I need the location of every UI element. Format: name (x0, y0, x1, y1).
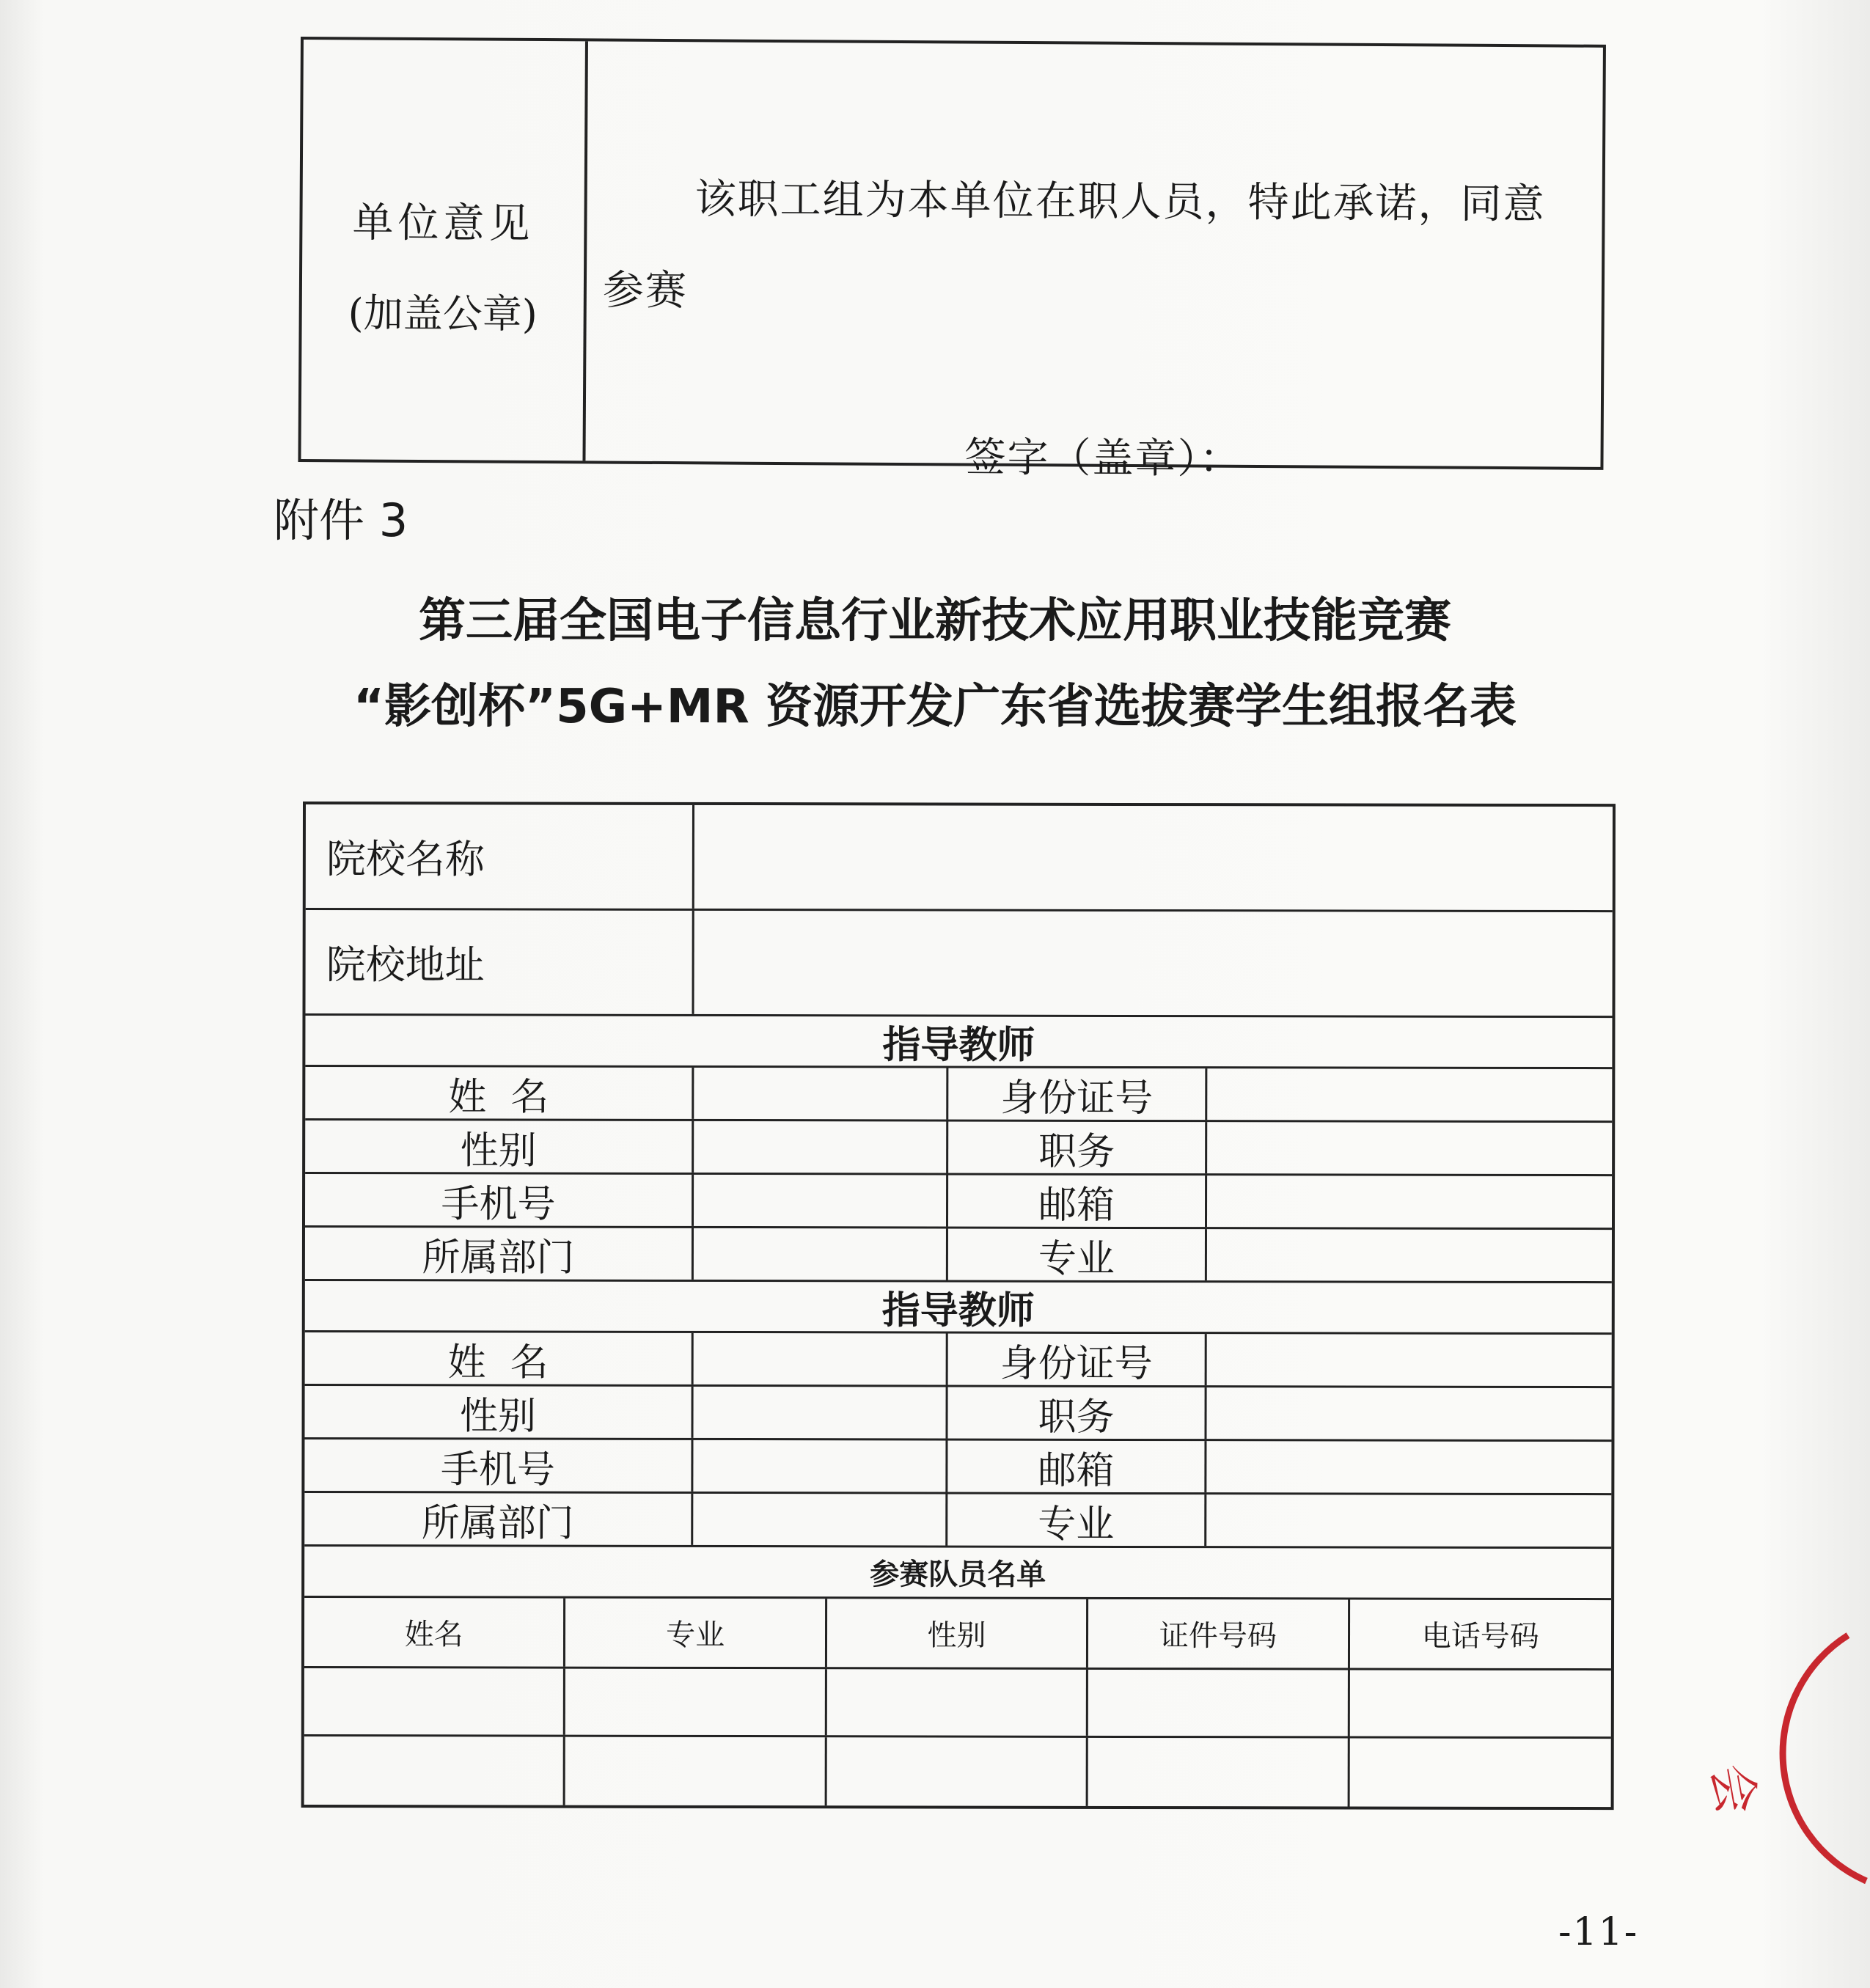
form-title-line2: “影创杯”5G+MR 资源开发广东省选拔赛学生组报名表 (353, 680, 1517, 734)
field-input[interactable] (694, 1068, 948, 1120)
field-input[interactable] (693, 1440, 947, 1492)
member-cell[interactable] (1088, 1738, 1350, 1807)
teacher-header: 指导教师 (881, 1288, 1035, 1333)
member-cell[interactable] (1349, 1738, 1611, 1807)
field-label: 身份证号 (948, 1334, 1207, 1386)
field-input[interactable] (1206, 1441, 1611, 1493)
field-label: 邮箱 (947, 1441, 1206, 1493)
field-input[interactable] (1207, 1334, 1612, 1386)
column-header: 电话号码 (1421, 1619, 1539, 1654)
unit-opinion-box (298, 37, 1606, 483)
field-label: 性别 (305, 1120, 694, 1173)
field-input[interactable] (694, 1333, 948, 1385)
opinion-divider (582, 41, 587, 461)
member-cell[interactable] (565, 1669, 827, 1736)
column-header: 性别 (827, 1599, 1089, 1668)
official-seal-stamp (1687, 1621, 1870, 1892)
members-header: 参赛队员名单 (870, 1558, 1046, 1592)
opinion-label-note: (加盖公章) (348, 290, 538, 337)
field-input[interactable] (693, 1494, 947, 1546)
members-column-headers (304, 1598, 1611, 1670)
field-input[interactable] (694, 1175, 948, 1227)
school-name-label: 院校名称 (306, 804, 694, 909)
field-input[interactable] (693, 1387, 947, 1439)
teacher-header: 指导教师 (882, 1023, 1035, 1068)
member-cell[interactable] (827, 1669, 1089, 1736)
attachment-label: 附件 3 (274, 494, 408, 547)
field-input[interactable] (694, 1228, 948, 1280)
school-address-field[interactable] (694, 911, 1612, 1016)
teacher-info-row (305, 1228, 1612, 1283)
field-input[interactable] (1207, 1175, 1612, 1228)
teacher-info-row (305, 1332, 1612, 1388)
field-label: 职务 (947, 1387, 1206, 1439)
member-cell[interactable] (1088, 1670, 1350, 1736)
field-input[interactable] (1207, 1122, 1612, 1174)
member-cell[interactable] (1349, 1670, 1611, 1736)
column-header: 专业 (565, 1599, 827, 1668)
teacher-info-row (305, 1067, 1612, 1123)
field-label: 专业 (947, 1494, 1206, 1547)
teacher-section-header (305, 1016, 1612, 1069)
teacher-info-row (304, 1386, 1611, 1442)
member-cell[interactable] (304, 1668, 566, 1735)
column-header: 姓名 (304, 1598, 566, 1667)
registration-table (301, 802, 1616, 1810)
school-address-label: 院校地址 (305, 910, 694, 1014)
teacher-info-row (304, 1439, 1611, 1495)
seal-text: 会 (1699, 1759, 1766, 1819)
field-label: 邮箱 (948, 1175, 1207, 1228)
field-label: 姓 名 (305, 1332, 694, 1384)
field-label: 手机号 (304, 1439, 693, 1492)
page-number: -11- (1558, 1910, 1639, 1954)
field-input[interactable] (1206, 1494, 1611, 1547)
opinion-statement-line1: 该职工组为本单位在职人员，特此承诺，同意 (694, 175, 1546, 229)
field-label: 所属部门 (304, 1493, 693, 1545)
teacher-info-row (304, 1493, 1611, 1549)
field-input[interactable] (1207, 1068, 1612, 1120)
member-cell[interactable] (565, 1737, 827, 1806)
member-row (304, 1668, 1611, 1739)
field-label: 所属部门 (305, 1228, 694, 1280)
member-cell[interactable] (826, 1737, 1088, 1806)
field-label: 职务 (948, 1122, 1207, 1174)
teacher-info-row (305, 1120, 1612, 1176)
member-row (304, 1736, 1611, 1807)
signature-label: 签字（盖章）： (964, 433, 1242, 483)
field-input[interactable] (1207, 1229, 1612, 1281)
field-input[interactable] (694, 1121, 948, 1173)
teacher-section-header (305, 1281, 1612, 1335)
member-cell[interactable] (304, 1736, 566, 1805)
field-label: 性别 (304, 1386, 693, 1438)
field-label: 手机号 (305, 1174, 694, 1226)
column-header: 证件号码 (1088, 1599, 1350, 1668)
school-name-field[interactable] (694, 805, 1613, 910)
field-label: 专业 (948, 1229, 1207, 1281)
school-name-row (306, 804, 1613, 912)
field-input[interactable] (1206, 1387, 1611, 1439)
form-title-line1: 第三届全国电子信息行业新技术应用职业技能竞赛 (419, 594, 1451, 648)
opinion-statement-line2: 参赛 (602, 266, 689, 315)
teacher-info-row (305, 1174, 1612, 1230)
field-label: 姓 名 (305, 1067, 694, 1119)
field-label: 身份证号 (948, 1068, 1207, 1120)
opinion-label: 单位意见 (352, 199, 535, 248)
members-section-header (304, 1547, 1611, 1600)
school-address-row (305, 910, 1612, 1018)
